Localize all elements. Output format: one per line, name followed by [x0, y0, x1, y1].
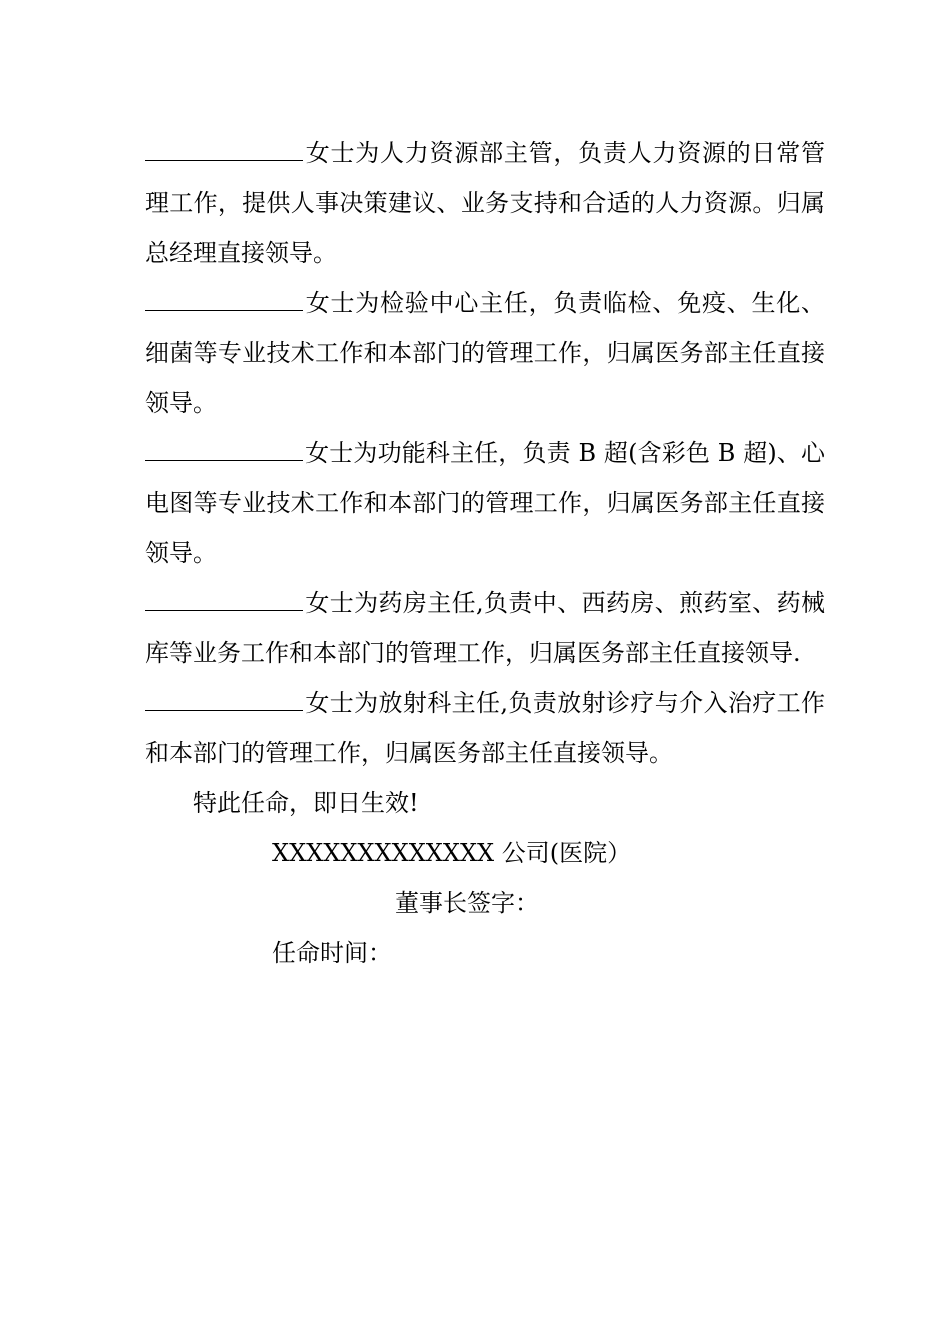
appointment-paragraph-radiology — [145, 678, 825, 778]
closing-statement: 特此任命，即日生效! — [193, 789, 419, 817]
paragraph-text: 女士为检验中心主任，负责临检、免疫、生化、细菌等专业技术工作和本部门的管理工作，归属医务部主任直接领导。 — [145, 289, 825, 417]
paragraph-text: 女士为功能科主任，负责 B 超(含彩色 B 超)、心电图等专业技术工作和本部门的管理工作，归属医务部主任直接领导。 — [145, 439, 825, 567]
appointment-paragraph-pharmacy — [145, 578, 825, 678]
name-blank-line — [145, 140, 303, 161]
name-blank-line — [145, 690, 303, 711]
paragraph-text: 女士为药房主任,负责中、西药房、煎药室、药械库等业务工作和本部门的管理工作，归属医务部主任直接领导. — [145, 589, 825, 667]
paragraph-text: 女士为放射科主任,负责放射诊疗与介入治疗工作和本部门的管理工作，归属医务部主任直接领导。 — [145, 689, 825, 767]
name-blank-line — [145, 290, 303, 311]
appointment-paragraph-function — [145, 428, 825, 578]
name-blank-line — [145, 440, 303, 461]
document-body — [145, 128, 825, 978]
paragraph-text: 女士为人力资源部主管，负责人力资源的日常管理工作，提供人事决策建议、业务支持和合适的人力资源。归属总经理直接领导。 — [145, 139, 825, 267]
chairman-signature-label: 董事长签字： — [395, 889, 539, 917]
appointment-date-label: 任命时间： — [272, 939, 392, 967]
appointment-paragraph-lab — [145, 278, 825, 428]
appointment-paragraph-hr — [145, 128, 825, 278]
company-name: XXXXXXXXXXXXX 公司(医院） — [272, 839, 632, 867]
name-blank-line — [145, 590, 303, 611]
